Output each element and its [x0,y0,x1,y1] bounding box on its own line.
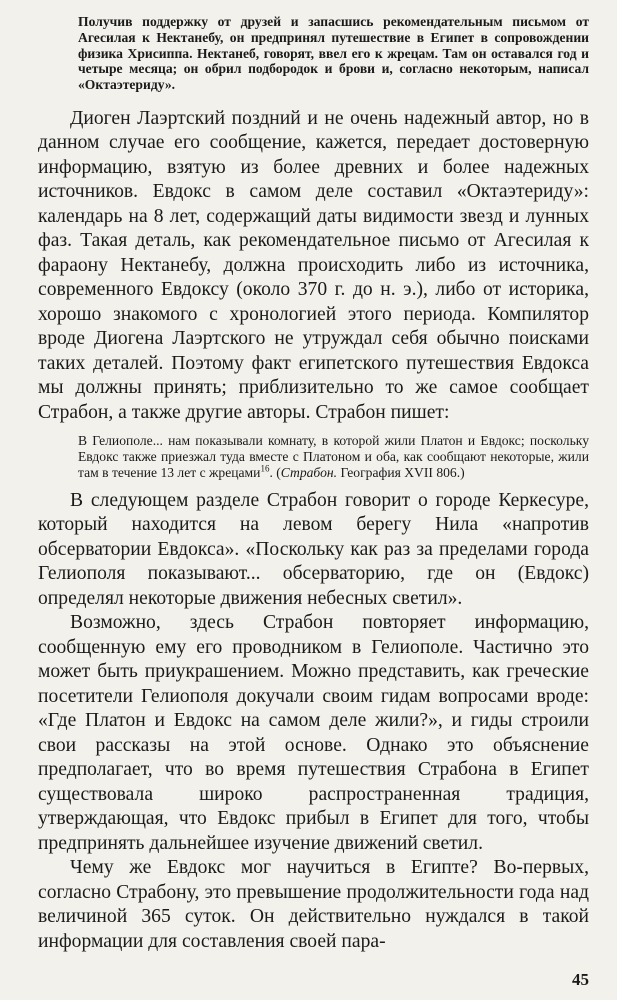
page-number: 45 [572,970,589,989]
paragraph-1: Диоген Лаэртский поздний и не очень надежный автор, но в данном случае его сообщение, кажется, передает достоверную информацию, взятую из более древних и более надежных источников. Евдокс в самом деле составил «Октаэтериду»: календарь на 8 лет, содержащий даты видимости звезд и лунных фаз. Такая деталь, как рекомендательное письмо от Агесилая к фараону Нектанебу, должна происходить либо из источника, современного Евдоксу (около 370 г. до н. э.), либо от историка, хорошо знакомого с хронологией этого периода. Компилятор вроде Диогена Лаэртского не утруждал себя обычно поисками таких деталей. Поэтому факт египетского путешествия Евдокса мы должны принять; приблизительно то же самое сообщает Страбон, а также другие авторы. Страбон пишет: [38,107,589,423]
paragraph-2: В следующем разделе Страбон говорит о городе Керкесуре, который находится на левом берегу Нила «напротив обсерватории Евдокса». «Поскольку как раз за пределами города Гелиополя показывают... обсерваторию, где он (Евдокс) определял некоторые движения небесных светил». [38,489,589,609]
epigraph-quote: Получив поддержку от друзей и запасшись рекомендательным письмом от Агесилая к Нектанебу, он предпринял путешествие в Египет в сопровождении физика Хрисиппа. Нектанеб, говорят, ввел его к жрецам. Там он оставался год и четыре месяца; он обрил подбородок и брови и, согласно некоторым, написал «Октаэтериду». [78,14,589,93]
strabo-quote [78,433,589,480]
paragraph-3: Возможно, здесь Страбон повторяет информацию, сообщенную ему его проводником в Гелиополе. Частично это может быть приукрашением. Можно представить, как греческие посетители Гелиополя докучали своим гидам вопросами вроде: «Где Платон и Евдокс на самом деле жили?», и гиды строили свои рассказы на этой основе. Однако это объяснение предполагает, что во время путешествия Страбона в Египет существовала широко распространенная традиция, утверждающая, что Евдокс прибыл в Египет для того, чтобы предпринять дальнейшее изучение движений светил. [38,612,589,854]
source-author: Страбон. [280,465,338,481]
strabo-quote-text: В Гелиополе... нам показывали комнату, в которой жили Платон и Евдокс; поскольку Евдокс также приезжал туда вместе с Платоном и оба, как сообщают некоторые, жили там в течение 13 лет с жрецами [78,433,589,481]
source-separator: . ( [269,465,281,481]
source-reference: География XVII 806.) [337,465,465,481]
paragraph-4: Чему же Евдокс мог научиться в Египте? Во-первых, согласно Страбону, это превышение продолжительности года над величиной 365 суток. Он действительно нуждался в такой информации для составления своей пара- [38,857,589,952]
footnote-marker: 16 [260,463,270,474]
